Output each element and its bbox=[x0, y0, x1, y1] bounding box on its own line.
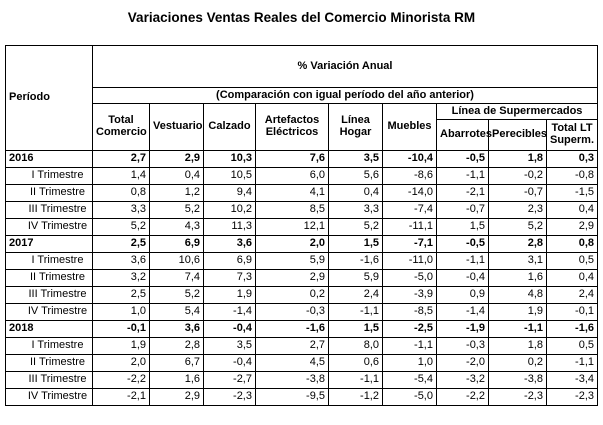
quarter-row bbox=[6, 304, 598, 321]
cell-value: 2,9 bbox=[150, 389, 204, 406]
quarter-row bbox=[6, 287, 598, 304]
cell-value: 8,0 bbox=[329, 338, 383, 355]
cell-value: -1,5 bbox=[547, 185, 598, 202]
cell-value: -1,1 bbox=[383, 338, 437, 355]
col-header: Perecibles bbox=[489, 120, 547, 151]
cell-value: 0,4 bbox=[150, 168, 204, 185]
cell-value: -0,7 bbox=[489, 185, 547, 202]
cell-value: -1,6 bbox=[256, 321, 329, 338]
cell-value: 0,8 bbox=[93, 185, 150, 202]
cell-value: -9,5 bbox=[256, 389, 329, 406]
col-header: Total Comercio bbox=[93, 104, 150, 151]
col-header: Vestuario bbox=[150, 104, 204, 151]
cell-value: 2,5 bbox=[93, 287, 150, 304]
cell-value: -0,5 bbox=[437, 236, 489, 253]
cell-value: -0,8 bbox=[547, 168, 598, 185]
variation-header: % Variación Anual bbox=[93, 46, 598, 88]
cell-value: 1,0 bbox=[383, 355, 437, 372]
cell-value: 2,7 bbox=[93, 151, 150, 168]
cell-value: 1,8 bbox=[489, 151, 547, 168]
cell-value: -2,5 bbox=[383, 321, 437, 338]
period-header: Período bbox=[6, 46, 93, 151]
cell-value: -1,1 bbox=[329, 304, 383, 321]
cell-value: 4,1 bbox=[256, 185, 329, 202]
cell-value: 0,8 bbox=[547, 236, 598, 253]
row-label: I Trimestre bbox=[6, 253, 93, 270]
cell-value: -0,3 bbox=[437, 338, 489, 355]
supermarket-header: Línea de Supermercados bbox=[437, 104, 598, 120]
quarter-row bbox=[6, 355, 598, 372]
cell-value: -0,4 bbox=[204, 321, 256, 338]
cell-value: -1,4 bbox=[204, 304, 256, 321]
cell-value: -3,8 bbox=[489, 372, 547, 389]
cell-value: -3,8 bbox=[256, 372, 329, 389]
quarter-row bbox=[6, 168, 598, 185]
cell-value: -0,2 bbox=[489, 168, 547, 185]
quarter-row bbox=[6, 185, 598, 202]
cell-value: 0,4 bbox=[329, 185, 383, 202]
year-row bbox=[6, 321, 598, 338]
cell-value: 2,8 bbox=[489, 236, 547, 253]
row-label: II Trimestre bbox=[6, 185, 93, 202]
cell-value: -2,3 bbox=[547, 389, 598, 406]
cell-value: 3,5 bbox=[204, 338, 256, 355]
cell-value: -1,4 bbox=[437, 304, 489, 321]
cell-value: 1,2 bbox=[150, 185, 204, 202]
cell-value: 2,4 bbox=[547, 287, 598, 304]
cell-value: -7,4 bbox=[383, 202, 437, 219]
cell-value: 11,3 bbox=[204, 219, 256, 236]
cell-value: 10,6 bbox=[150, 253, 204, 270]
cell-value: -2,3 bbox=[489, 389, 547, 406]
cell-value: -14,0 bbox=[383, 185, 437, 202]
cell-value: 3,3 bbox=[93, 202, 150, 219]
cell-value: -2,2 bbox=[437, 389, 489, 406]
col-header: Muebles bbox=[383, 104, 437, 151]
cell-value: -3,2 bbox=[437, 372, 489, 389]
cell-value: -0,5 bbox=[437, 151, 489, 168]
cell-value: 1,5 bbox=[437, 219, 489, 236]
cell-value: 4,3 bbox=[150, 219, 204, 236]
cell-value: 3,3 bbox=[329, 202, 383, 219]
row-label: II Trimestre bbox=[6, 270, 93, 287]
col-header: Abarrotes bbox=[437, 120, 489, 151]
row-label: IV Trimestre bbox=[6, 389, 93, 406]
cell-value: 0,2 bbox=[489, 355, 547, 372]
row-label: 2018 bbox=[6, 321, 93, 338]
cell-value: 0,2 bbox=[256, 287, 329, 304]
cell-value: -0,3 bbox=[256, 304, 329, 321]
quarter-row bbox=[6, 372, 598, 389]
cell-value: 2,0 bbox=[256, 236, 329, 253]
cell-value: 2,5 bbox=[93, 236, 150, 253]
cell-value: -2,1 bbox=[93, 389, 150, 406]
comparison-header: (Comparación con igual período del año anterior) bbox=[93, 88, 598, 104]
row-label: 2017 bbox=[6, 236, 93, 253]
cell-value: -1,9 bbox=[437, 321, 489, 338]
cell-value: 2,8 bbox=[150, 338, 204, 355]
cell-value: 2,4 bbox=[329, 287, 383, 304]
cell-value: 6,9 bbox=[150, 236, 204, 253]
row-label: II Trimestre bbox=[6, 355, 93, 372]
cell-value: -3,9 bbox=[383, 287, 437, 304]
row-label: III Trimestre bbox=[6, 287, 93, 304]
cell-value: -1,2 bbox=[329, 389, 383, 406]
cell-value: -11,1 bbox=[383, 219, 437, 236]
cell-value: -5,0 bbox=[383, 389, 437, 406]
quarter-row bbox=[6, 338, 598, 355]
cell-value: 1,6 bbox=[150, 372, 204, 389]
cell-value: 6,9 bbox=[204, 253, 256, 270]
cell-value: 8,5 bbox=[256, 202, 329, 219]
cell-value: 2,9 bbox=[547, 219, 598, 236]
cell-value: -2,1 bbox=[437, 185, 489, 202]
cell-value: -5,4 bbox=[383, 372, 437, 389]
cell-value: -2,3 bbox=[204, 389, 256, 406]
cell-value: 5,4 bbox=[150, 304, 204, 321]
cell-value: -10,4 bbox=[383, 151, 437, 168]
cell-value: 5,2 bbox=[150, 287, 204, 304]
cell-value: 12,1 bbox=[256, 219, 329, 236]
cell-value: 0,3 bbox=[547, 151, 598, 168]
quarter-row bbox=[6, 253, 598, 270]
table-title: Variaciones Ventas Reales del Comercio Minorista RM bbox=[127, 10, 476, 25]
cell-value: 7,4 bbox=[150, 270, 204, 287]
cell-value: 1,5 bbox=[329, 321, 383, 338]
cell-value: 5,2 bbox=[329, 219, 383, 236]
cell-value: 10,3 bbox=[204, 151, 256, 168]
cell-value: 0,9 bbox=[437, 287, 489, 304]
cell-value: 2,9 bbox=[256, 270, 329, 287]
cell-value: 5,6 bbox=[329, 168, 383, 185]
cell-value: -1,1 bbox=[489, 321, 547, 338]
cell-value: 1,9 bbox=[93, 338, 150, 355]
cell-value: 6,0 bbox=[256, 168, 329, 185]
row-label: III Trimestre bbox=[6, 202, 93, 219]
cell-value: 7,3 bbox=[204, 270, 256, 287]
cell-value: 3,6 bbox=[93, 253, 150, 270]
cell-value: 1,9 bbox=[489, 304, 547, 321]
cell-value: 4,5 bbox=[256, 355, 329, 372]
cell-value: 3,5 bbox=[329, 151, 383, 168]
cell-value: 0,4 bbox=[547, 202, 598, 219]
cell-value: 10,5 bbox=[204, 168, 256, 185]
cell-value: -1,1 bbox=[547, 355, 598, 372]
cell-value: 2,3 bbox=[489, 202, 547, 219]
row-label: III Trimestre bbox=[6, 372, 93, 389]
col-header: Línea Hogar bbox=[329, 104, 383, 151]
cell-value: -11,0 bbox=[383, 253, 437, 270]
quarter-row bbox=[6, 219, 598, 236]
cell-value: 0,5 bbox=[547, 338, 598, 355]
cell-value: 2,7 bbox=[256, 338, 329, 355]
row-label: IV Trimestre bbox=[6, 219, 93, 236]
cell-value: -8,5 bbox=[383, 304, 437, 321]
row-label: I Trimestre bbox=[6, 338, 93, 355]
cell-value: -1,6 bbox=[329, 253, 383, 270]
cell-value: 5,9 bbox=[256, 253, 329, 270]
cell-value: -2,2 bbox=[93, 372, 150, 389]
cell-value: 4,8 bbox=[489, 287, 547, 304]
cell-value: -3,4 bbox=[547, 372, 598, 389]
cell-value: -1,1 bbox=[437, 168, 489, 185]
cell-value: -1,6 bbox=[547, 321, 598, 338]
cell-value: 10,2 bbox=[204, 202, 256, 219]
quarter-row bbox=[6, 389, 598, 406]
cell-value: 1,9 bbox=[204, 287, 256, 304]
cell-value: 3,1 bbox=[489, 253, 547, 270]
cell-value: -0,4 bbox=[204, 355, 256, 372]
cell-value: -0,4 bbox=[437, 270, 489, 287]
cell-value: -2,7 bbox=[204, 372, 256, 389]
year-row bbox=[6, 151, 598, 168]
cell-value: -1,1 bbox=[437, 253, 489, 270]
cell-value: 0,4 bbox=[547, 270, 598, 287]
cell-value: -2,0 bbox=[437, 355, 489, 372]
cell-value: 6,7 bbox=[150, 355, 204, 372]
cell-value: 1,8 bbox=[489, 338, 547, 355]
cell-value: -7,1 bbox=[383, 236, 437, 253]
cell-value: -0,7 bbox=[437, 202, 489, 219]
year-row bbox=[6, 236, 598, 253]
cell-value: -8,6 bbox=[383, 168, 437, 185]
col-header: Total LT Superm. bbox=[547, 120, 598, 151]
retail-sales-table bbox=[5, 45, 598, 406]
cell-value: 3,6 bbox=[150, 321, 204, 338]
cell-value: 1,4 bbox=[93, 168, 150, 185]
cell-value: 7,6 bbox=[256, 151, 329, 168]
cell-value: 0,5 bbox=[547, 253, 598, 270]
cell-value: 1,5 bbox=[329, 236, 383, 253]
cell-value: 5,2 bbox=[93, 219, 150, 236]
cell-value: -1,1 bbox=[329, 372, 383, 389]
cell-value: 2,0 bbox=[93, 355, 150, 372]
cell-value: -5,0 bbox=[383, 270, 437, 287]
cell-value: 5,2 bbox=[489, 219, 547, 236]
cell-value: 0,6 bbox=[329, 355, 383, 372]
cell-value: 1,0 bbox=[93, 304, 150, 321]
row-label: 2016 bbox=[6, 151, 93, 168]
cell-value: 3,2 bbox=[93, 270, 150, 287]
quarter-row bbox=[6, 270, 598, 287]
cell-value: 1,6 bbox=[489, 270, 547, 287]
col-header: Artefactos Eléctricos bbox=[256, 104, 329, 151]
cell-value: 9,4 bbox=[204, 185, 256, 202]
cell-value: -0,1 bbox=[93, 321, 150, 338]
cell-value: 5,9 bbox=[329, 270, 383, 287]
col-header: Calzado bbox=[204, 104, 256, 151]
cell-value: 3,6 bbox=[204, 236, 256, 253]
row-label: IV Trimestre bbox=[6, 304, 93, 321]
quarter-row bbox=[6, 202, 598, 219]
row-label: I Trimestre bbox=[6, 168, 93, 185]
cell-value: 5,2 bbox=[150, 202, 204, 219]
cell-value: -0,1 bbox=[547, 304, 598, 321]
cell-value: 2,9 bbox=[150, 151, 204, 168]
